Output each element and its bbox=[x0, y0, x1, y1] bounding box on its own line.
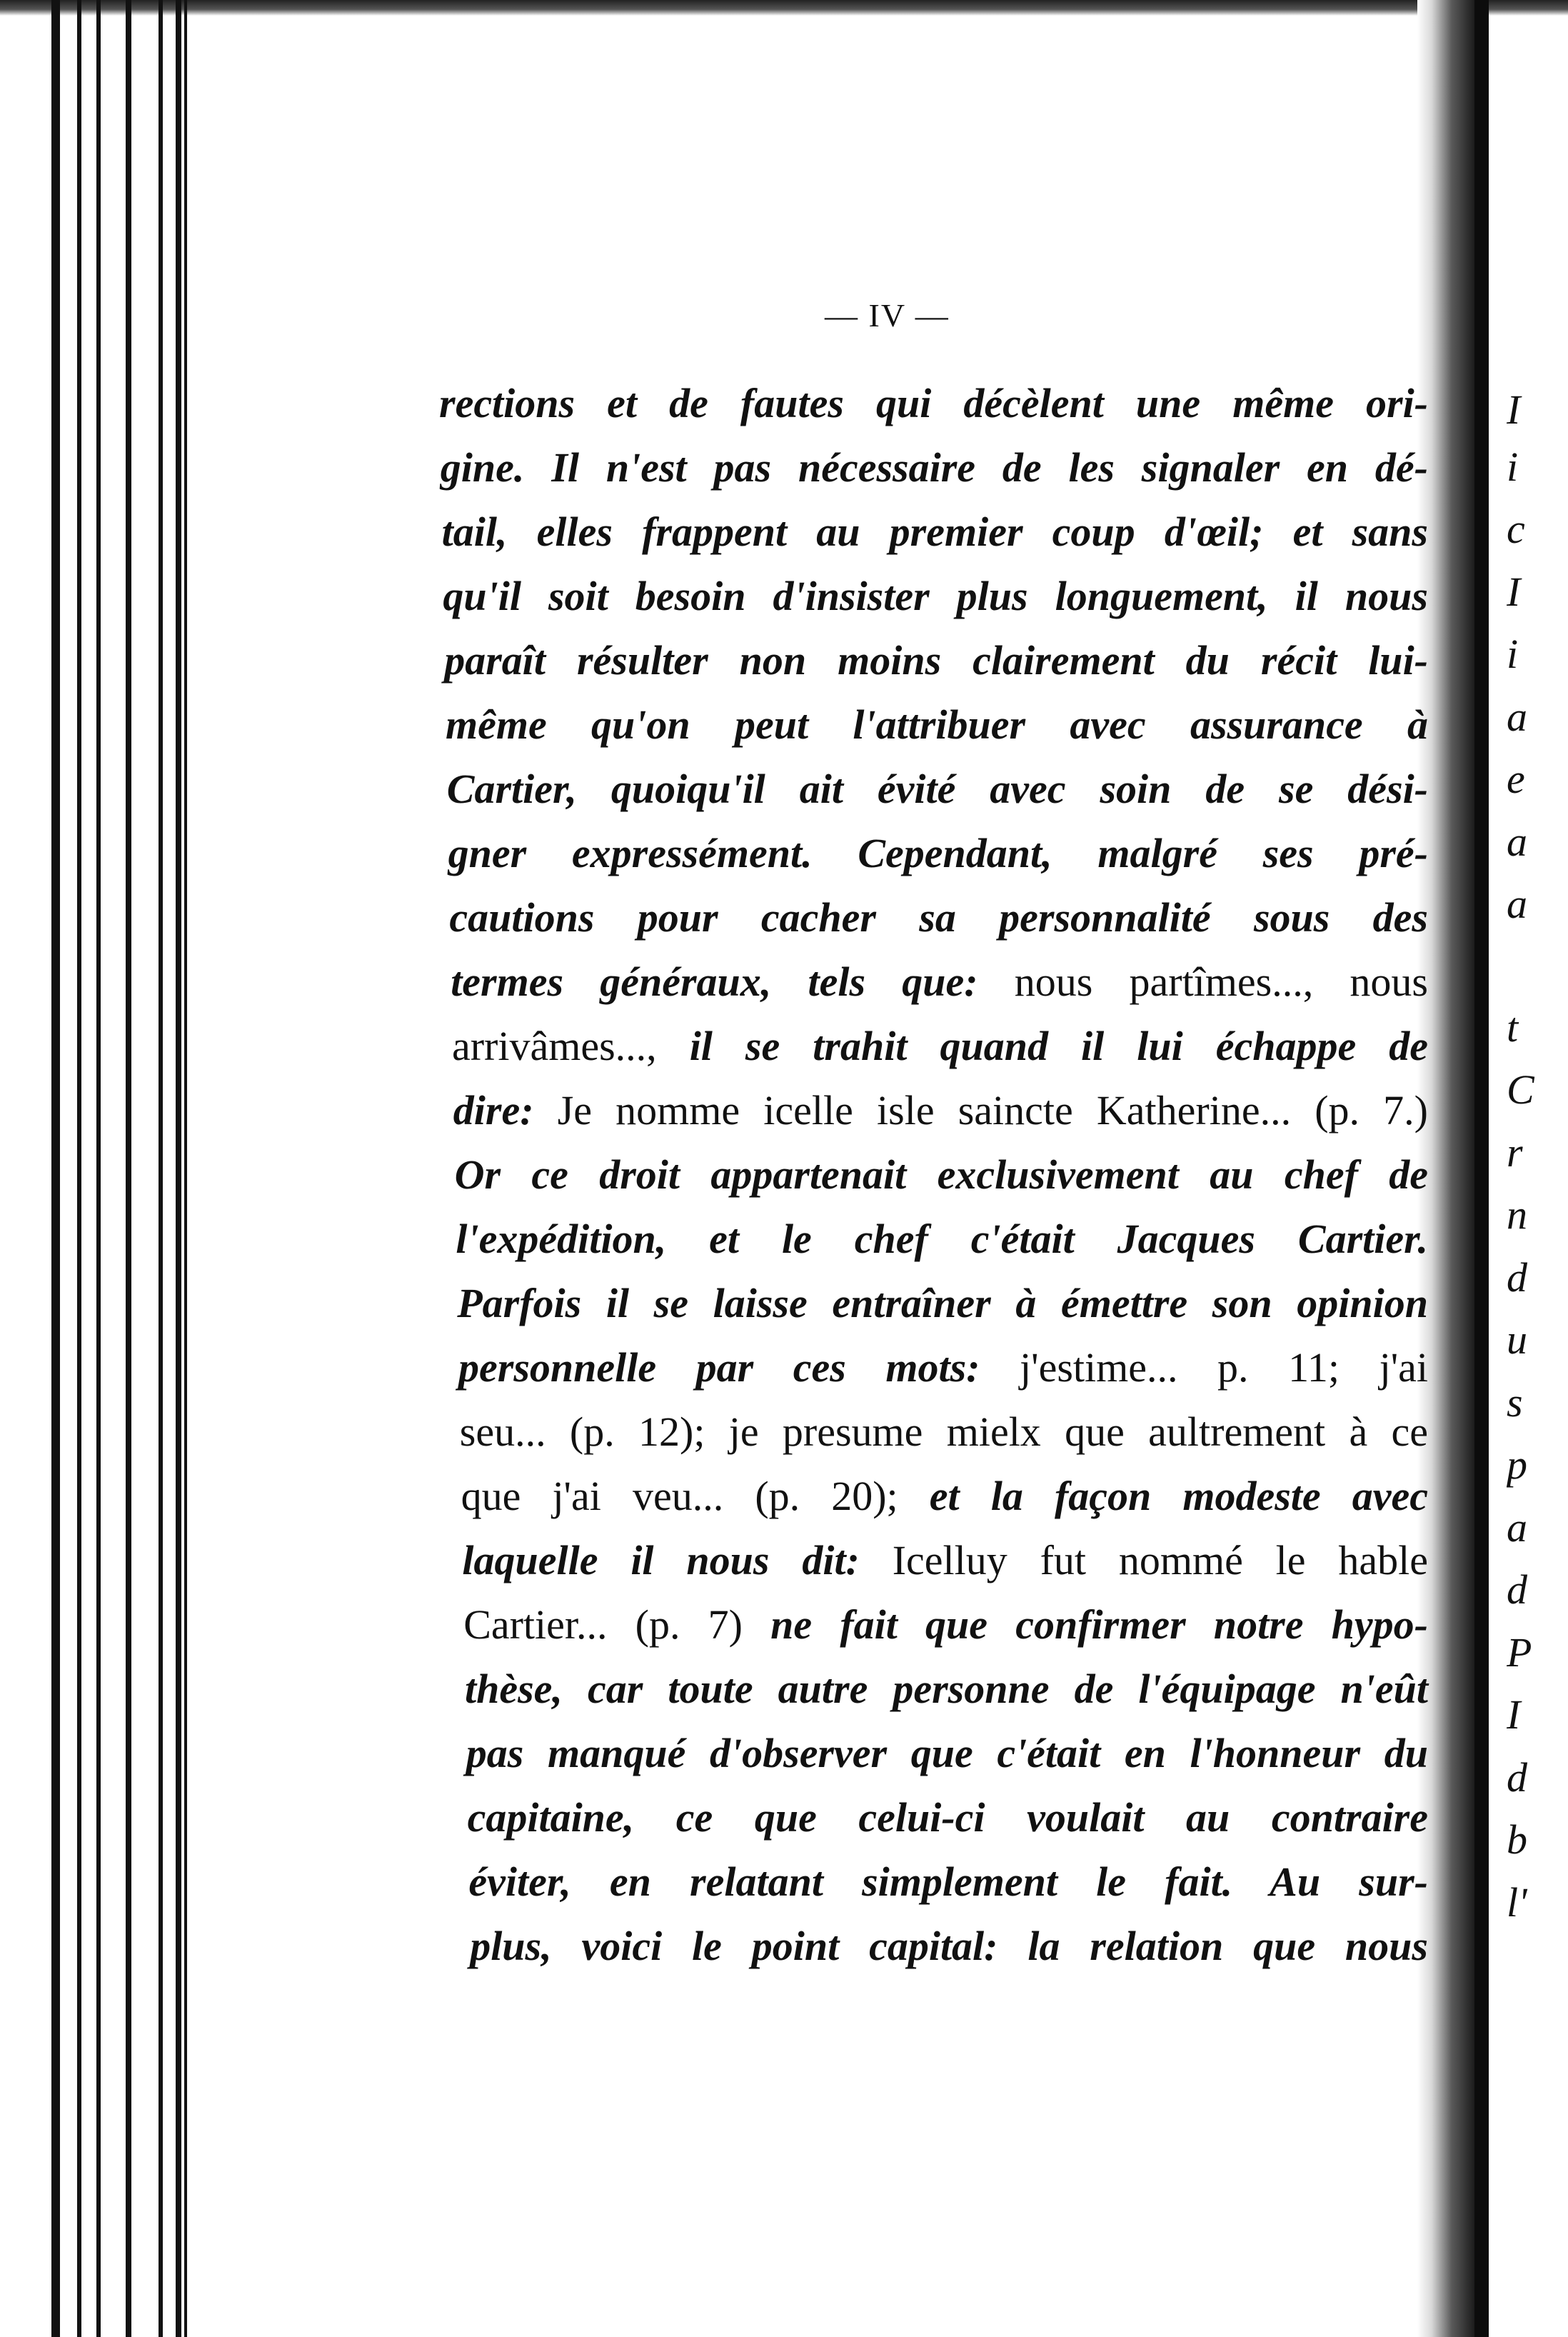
text-segment: rections et de fautes qui décèlent une même ori- bbox=[439, 380, 1428, 426]
page-edge-line bbox=[159, 0, 163, 2337]
text-segment: Parfois il se laisse entraîner à émettre son opinion bbox=[457, 1280, 1428, 1326]
facing-page-fragments bbox=[1507, 0, 1568, 2337]
facing-page-letter: u bbox=[1507, 1316, 1527, 1363]
text-segment: seu... (p. 12); je presume mielx que aultrement à ce bbox=[459, 1408, 1428, 1455]
facing-page-letter: I bbox=[1507, 569, 1521, 615]
text-segment: Icelluy fut nommé le hable bbox=[892, 1537, 1428, 1583]
text-segment: même qu'on peut l'attribuer avec assurance à bbox=[446, 701, 1428, 748]
facing-page-letter: n bbox=[1507, 1191, 1527, 1238]
text-line bbox=[446, 693, 1428, 757]
text-segment: capitaine, ce que celui-ci voulait au contraire bbox=[467, 1794, 1428, 1841]
text-segment: il se trahit quand il lui échappe de bbox=[689, 1023, 1428, 1069]
page-edge-line bbox=[96, 0, 101, 2337]
text-segment: laquelle il nous dit: bbox=[462, 1537, 893, 1583]
facing-page-letter: a bbox=[1507, 1504, 1527, 1551]
text-segment: personnelle par ces mots: bbox=[458, 1344, 1020, 1391]
text-segment: Je nomme icelle isle saincte Katherine... (p. 7.) bbox=[557, 1087, 1429, 1134]
facing-page-letter: P bbox=[1507, 1629, 1532, 1676]
facing-page-letter: a bbox=[1507, 881, 1527, 927]
text-segment: Cartier... (p. 7) bbox=[463, 1601, 771, 1648]
text-line bbox=[463, 1593, 1428, 1657]
facing-page-letter: I bbox=[1507, 386, 1521, 433]
page-edge-line bbox=[176, 0, 181, 2337]
facing-page-letter: s bbox=[1507, 1379, 1523, 1426]
text-segment: l'expédition, et le chef c'était Jacques Cartier. bbox=[456, 1216, 1428, 1262]
text-segment: Cartier, quoiqu'il ait évité avec soin de se dési- bbox=[446, 766, 1428, 812]
text-segment: termes généraux, tels que: bbox=[451, 959, 1015, 1005]
page-edge-line bbox=[51, 0, 60, 2337]
scan-top-edge bbox=[0, 0, 1568, 16]
text-segment: plus, voici le point capital: la relation que nous bbox=[470, 1923, 1428, 1969]
text-segment: tail, elles frappent au premier coup d'œil; et sans bbox=[441, 509, 1428, 555]
text-line bbox=[456, 1207, 1428, 1271]
facing-page-letter: a bbox=[1507, 819, 1527, 865]
facing-page-letter: e bbox=[1507, 756, 1525, 802]
text-segment: arrivâmes..., bbox=[452, 1023, 690, 1069]
page-edge-line bbox=[184, 0, 187, 2337]
text-line bbox=[442, 500, 1428, 564]
text-line bbox=[462, 1528, 1428, 1593]
text-line bbox=[452, 1014, 1428, 1079]
text-line bbox=[466, 1721, 1428, 1786]
facing-page-letter: d bbox=[1507, 1254, 1527, 1301]
facing-page-letter: i bbox=[1507, 444, 1519, 490]
text-line bbox=[468, 1786, 1428, 1850]
facing-page-letter: t bbox=[1507, 1004, 1519, 1051]
text-segment: et la façon modeste avec bbox=[929, 1473, 1428, 1519]
text-segment: qu'il soit besoin d'insister plus longuement, il nous bbox=[443, 573, 1428, 619]
facing-page-letter: p bbox=[1507, 1441, 1527, 1488]
facing-page-letter: d bbox=[1507, 1754, 1527, 1801]
page-number: — IV — bbox=[825, 297, 950, 334]
text-segment: paraît résulter non moins clairement du récit lui- bbox=[444, 637, 1428, 684]
text-segment: que j'ai veu... (p. 20); bbox=[461, 1473, 930, 1519]
text-line bbox=[451, 950, 1428, 1014]
facing-page-letter: a bbox=[1507, 694, 1527, 740]
facing-page-letter: c bbox=[1507, 506, 1525, 552]
text-line bbox=[453, 1079, 1428, 1143]
facing-page-letter: d bbox=[1507, 1566, 1527, 1613]
text-segment: éviter, en relatant simplement le fait. Au sur- bbox=[468, 1858, 1428, 1905]
text-line bbox=[439, 371, 1428, 436]
text-line bbox=[448, 821, 1428, 886]
text-line bbox=[444, 629, 1428, 693]
text-segment: j'estime... p. 11; j'ai bbox=[1020, 1344, 1429, 1391]
facing-page-letter: i bbox=[1507, 631, 1519, 677]
text-segment: nous partîmes..., nous bbox=[1014, 959, 1428, 1005]
text-line bbox=[441, 436, 1428, 500]
text-line bbox=[470, 1914, 1428, 1978]
text-segment: gner expressément. Cependant, malgré ses pré- bbox=[448, 830, 1428, 876]
text-line bbox=[447, 757, 1428, 821]
facing-page-letter: r bbox=[1507, 1129, 1523, 1176]
facing-page-letter: l' bbox=[1507, 1879, 1527, 1926]
text-line bbox=[449, 886, 1428, 950]
body-text bbox=[439, 371, 1428, 1978]
text-line bbox=[461, 1464, 1428, 1528]
text-segment: cautions pour cacher sa personnalité sous des bbox=[449, 894, 1428, 941]
text-line bbox=[455, 1143, 1428, 1207]
text-segment: pas manqué d'observer que c'était en l'honneur du bbox=[466, 1730, 1428, 1776]
text-line bbox=[465, 1657, 1428, 1721]
text-segment: gine. Il n'est pas nécessaire de les signaler en dé- bbox=[440, 444, 1428, 491]
facing-page-letter: C bbox=[1507, 1066, 1534, 1113]
facing-page-edge bbox=[1474, 0, 1489, 2337]
text-line bbox=[458, 1336, 1428, 1400]
facing-page-letter: b bbox=[1507, 1816, 1527, 1863]
text-line bbox=[457, 1271, 1428, 1336]
text-segment: thèse, car toute autre personne de l'équipage n'eût bbox=[465, 1666, 1428, 1712]
text-segment: Or ce droit appartenait exclusivement au chef de bbox=[454, 1151, 1428, 1198]
text-line bbox=[468, 1850, 1428, 1914]
text-line bbox=[443, 564, 1428, 629]
facing-page-letter: I bbox=[1507, 1691, 1521, 1738]
text-segment: ne fait que confirmer notre hypo- bbox=[770, 1601, 1428, 1648]
text-segment: dire: bbox=[453, 1087, 558, 1134]
page-edge-line bbox=[77, 0, 81, 2337]
page-edge-line bbox=[126, 0, 131, 2337]
text-line bbox=[460, 1400, 1428, 1464]
